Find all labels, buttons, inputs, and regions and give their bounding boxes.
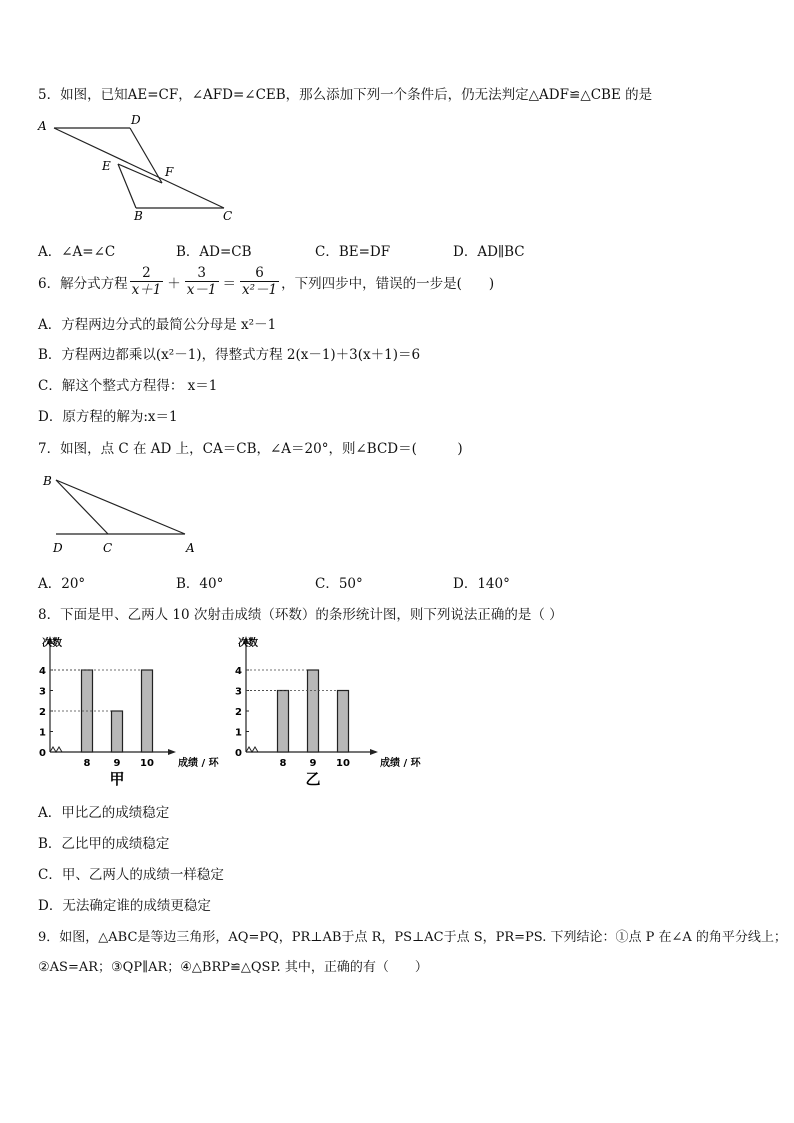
q7-point-B: B [43,474,52,488]
q7-stem: 7．如图，点 C 在 AD 上，CA＝CB，∠A＝20°，则∠BCD＝( ) [38,441,463,457]
q5-point-F: F [165,165,174,179]
q7-option-c: C．50° [315,576,363,592]
y-tick-label: 3 [39,686,46,698]
q6-plus: ＋ [167,275,181,292]
axis-break [246,747,258,752]
q9-line-2: ②AS=AR；③QP∥AR；④△BRP≌△QSP. 其中，正确的有（ ） [38,960,428,975]
bar [142,670,153,752]
q6-fraction-3 [240,265,279,298]
q5-point-D: D [131,113,141,127]
q5-point-B: B [134,209,143,223]
x-tick-label: 9 [309,758,317,769]
chart-yi [226,632,436,792]
x-tick-label: 8 [83,758,91,769]
q6-step-c: C．解这个整式方程得： x＝1 [38,378,218,394]
q6-f3-num: 6 [240,265,279,282]
bar [338,691,349,753]
q7-figure [40,470,210,560]
y-axis-label: 次数 [42,638,62,649]
q6-equals: ＝ [222,275,236,292]
chart-title: 甲 [109,770,125,788]
q7-option-d: D．140° [453,576,510,592]
q6-fraction-2 [185,265,219,298]
q6-stem [38,265,494,298]
q5-stem: 5．如图，已知AE=CF，∠AFD=∠CEB，那么添加下列一个条件后，仍无法判定△ADF≌△CBE 的是 [38,87,653,103]
q5-point-A: A [38,119,47,133]
q5-figure [34,108,244,228]
q7-option-a: A．20° [38,576,86,592]
bar [278,691,289,753]
q6-f2-num: 3 [185,265,219,282]
x-tick-label: 8 [279,758,287,769]
y-axis-label: 次数 [238,638,258,649]
x-axis-label: 成绩 / 环 [178,758,219,769]
q6-fraction-1 [130,265,164,298]
q5-point-C: C [223,209,233,223]
axis-break [50,747,62,752]
bar [112,711,123,752]
y-tick-label: 4 [235,666,242,677]
x-axis-arrow [370,749,378,755]
q5-option-a: A．∠A=∠C [38,244,116,260]
y-tick-label: 3 [235,686,242,698]
q5-point-E: E [102,159,111,173]
q7-point-C: C [103,541,113,555]
q6-f1-num: 2 [130,265,164,282]
q6-step-b: B．方程两边都乘以(x²－1)，得整式方程 2(x－1)＋3(x＋1)＝6 [38,347,421,363]
x-axis-arrow [168,749,176,755]
chart-jia [30,632,230,792]
x-axis-label: 成绩 / 环 [380,758,421,769]
q6-suffix: ，下列四步中，错误的一步是( ) [281,275,495,292]
q7-point-A: A [186,541,195,555]
q6-f1-den: x＋1 [131,282,162,298]
q6-f2-den: x－1 [186,282,217,298]
q7-option-b: B．40° [176,576,224,592]
q5-option-d: D．AD∥BC [453,244,525,260]
y-tick-label: 2 [39,707,46,718]
q6-prefix: 6．解分式方程 [38,275,128,292]
y-tick-label: 4 [39,666,46,677]
x-tick-label: 10 [336,758,350,769]
y-tick-label: 2 [235,707,242,718]
q8-option-a: A．甲比乙的成绩稳定 [38,805,170,821]
y-tick-label: 1 [235,727,242,739]
y-tick-label: 0 [39,748,46,759]
q5-option-c: C．BE=DF [315,244,391,260]
y-tick-label: 1 [39,727,46,739]
q5-option-b: B．AD=CB [176,244,252,260]
q9-line-1: 9．如图，△ABC是等边三角形，AQ=PQ，PR⊥AB于点 R，PS⊥AC于点 S，PR=PS. 下列结论：①点 P 在∠A 的角平分线上； [38,930,787,945]
chart-title: 乙 [305,770,321,788]
x-tick-label: 9 [113,758,121,769]
q8-option-c: C．甲、乙两人的成绩一样稳定 [38,867,224,883]
q8-stem: 8．下面是甲、乙两人 10 次射击成绩（环数）的条形统计图，则下列说法正确的是（ ） [38,607,563,623]
q6-step-d: D．原方程的解为:x＝1 [38,409,178,425]
q6-step-a: A．方程两边分式的最简公分母是 x²－1 [38,317,277,333]
q8-option-b: B．乙比甲的成绩稳定 [38,836,170,852]
y-tick-label: 0 [235,748,242,759]
q8-option-d: D．无法确定谁的成绩更稳定 [38,898,211,914]
bar [308,670,319,752]
q7-point-D: D [53,541,63,555]
q6-f3-den: x²－1 [242,282,278,298]
x-tick-label: 10 [140,758,154,769]
